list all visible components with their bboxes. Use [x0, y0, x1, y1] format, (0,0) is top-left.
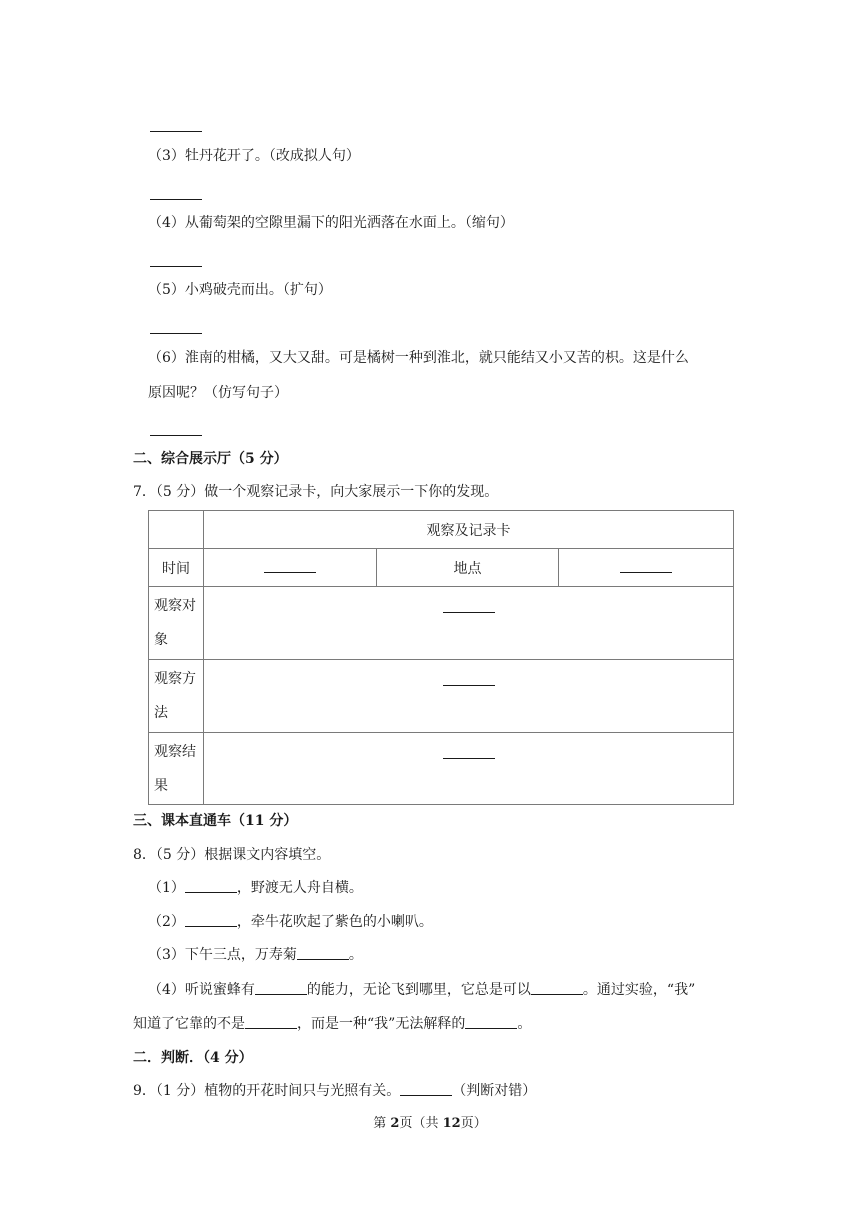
- question-item: （5）小鸡破壳而出。（扩句）: [148, 282, 332, 298]
- observation-card-table: [148, 510, 734, 805]
- answer-blank[interactable]: [150, 117, 202, 137]
- time-blank[interactable]: [204, 549, 377, 587]
- answer-blank[interactable]: [150, 421, 202, 441]
- section-heading: 二．判断．（4 分）: [133, 1050, 253, 1066]
- answer-blank[interactable]: [465, 1027, 517, 1029]
- section-heading: 二、综合展示厅（5 分）: [133, 451, 288, 467]
- fill-line-2: （2） ，牵牛花吹起了紫色的小喇叭。: [148, 914, 433, 930]
- answer-blank[interactable]: [150, 319, 202, 339]
- page-footer: 第 2页（共 12页）: [373, 1116, 487, 1131]
- answer-blank[interactable]: [297, 958, 349, 960]
- fill-line-5: 知道了它靠的不是 ，而是一种“我”无法解释的 。: [133, 1016, 532, 1032]
- fill-line-3: （3）下午三点，万寿菊 。: [148, 947, 363, 963]
- time-label: 时间: [149, 549, 204, 587]
- card-title: 观察及记录卡: [204, 511, 734, 549]
- object-blank[interactable]: [204, 587, 734, 660]
- method-label: 观察方 法: [149, 660, 204, 733]
- result-blank[interactable]: [204, 733, 734, 805]
- answer-blank[interactable]: [150, 185, 202, 205]
- answer-blank[interactable]: [150, 252, 202, 272]
- place-label: 地点: [377, 549, 559, 587]
- answer-blank[interactable]: [185, 891, 237, 893]
- answer-blank[interactable]: [255, 993, 307, 995]
- question-item: （3）牡丹花开了。（改成拟人句）: [148, 148, 360, 164]
- answer-blank[interactable]: [185, 925, 237, 927]
- question-7: 7．（5 分）做一个观察记录卡，向大家展示一下你的发现。: [133, 484, 499, 500]
- object-label: 观察对 象: [149, 587, 204, 660]
- fill-line-4: （4）听说蜜蜂有 的能力，无论飞到哪里，它总是可以 。通过实验，“我”: [148, 982, 696, 998]
- answer-blank[interactable]: [245, 1027, 297, 1029]
- question-item: （6）淮南的柑橘，又大又甜。可是橘树一种到淮北，就只能结又小又苦的枳。这是什么: [148, 350, 689, 366]
- fill-line-1: （1） ，野渡无人舟自横。: [148, 880, 363, 896]
- question-9: 9．（1 分）植物的开花时间只与光照有关。 （判断对错）: [133, 1083, 537, 1099]
- question-item-continued: 原因呢？（仿写句子）: [148, 385, 288, 401]
- question-item: （4）从葡萄架的空隙里漏下的阳光洒落在水面上。（缩句）: [148, 215, 514, 231]
- card-corner-cell: [149, 511, 204, 549]
- answer-blank[interactable]: [531, 993, 583, 995]
- result-label: 观察结 果: [149, 733, 204, 805]
- place-blank[interactable]: [559, 549, 734, 587]
- question-8: 8．（5 分）根据课文内容填空。: [133, 847, 331, 863]
- section-heading: 三、课本直通车（11 分）: [133, 813, 298, 829]
- answer-blank[interactable]: [400, 1094, 452, 1096]
- method-blank[interactable]: [204, 660, 734, 733]
